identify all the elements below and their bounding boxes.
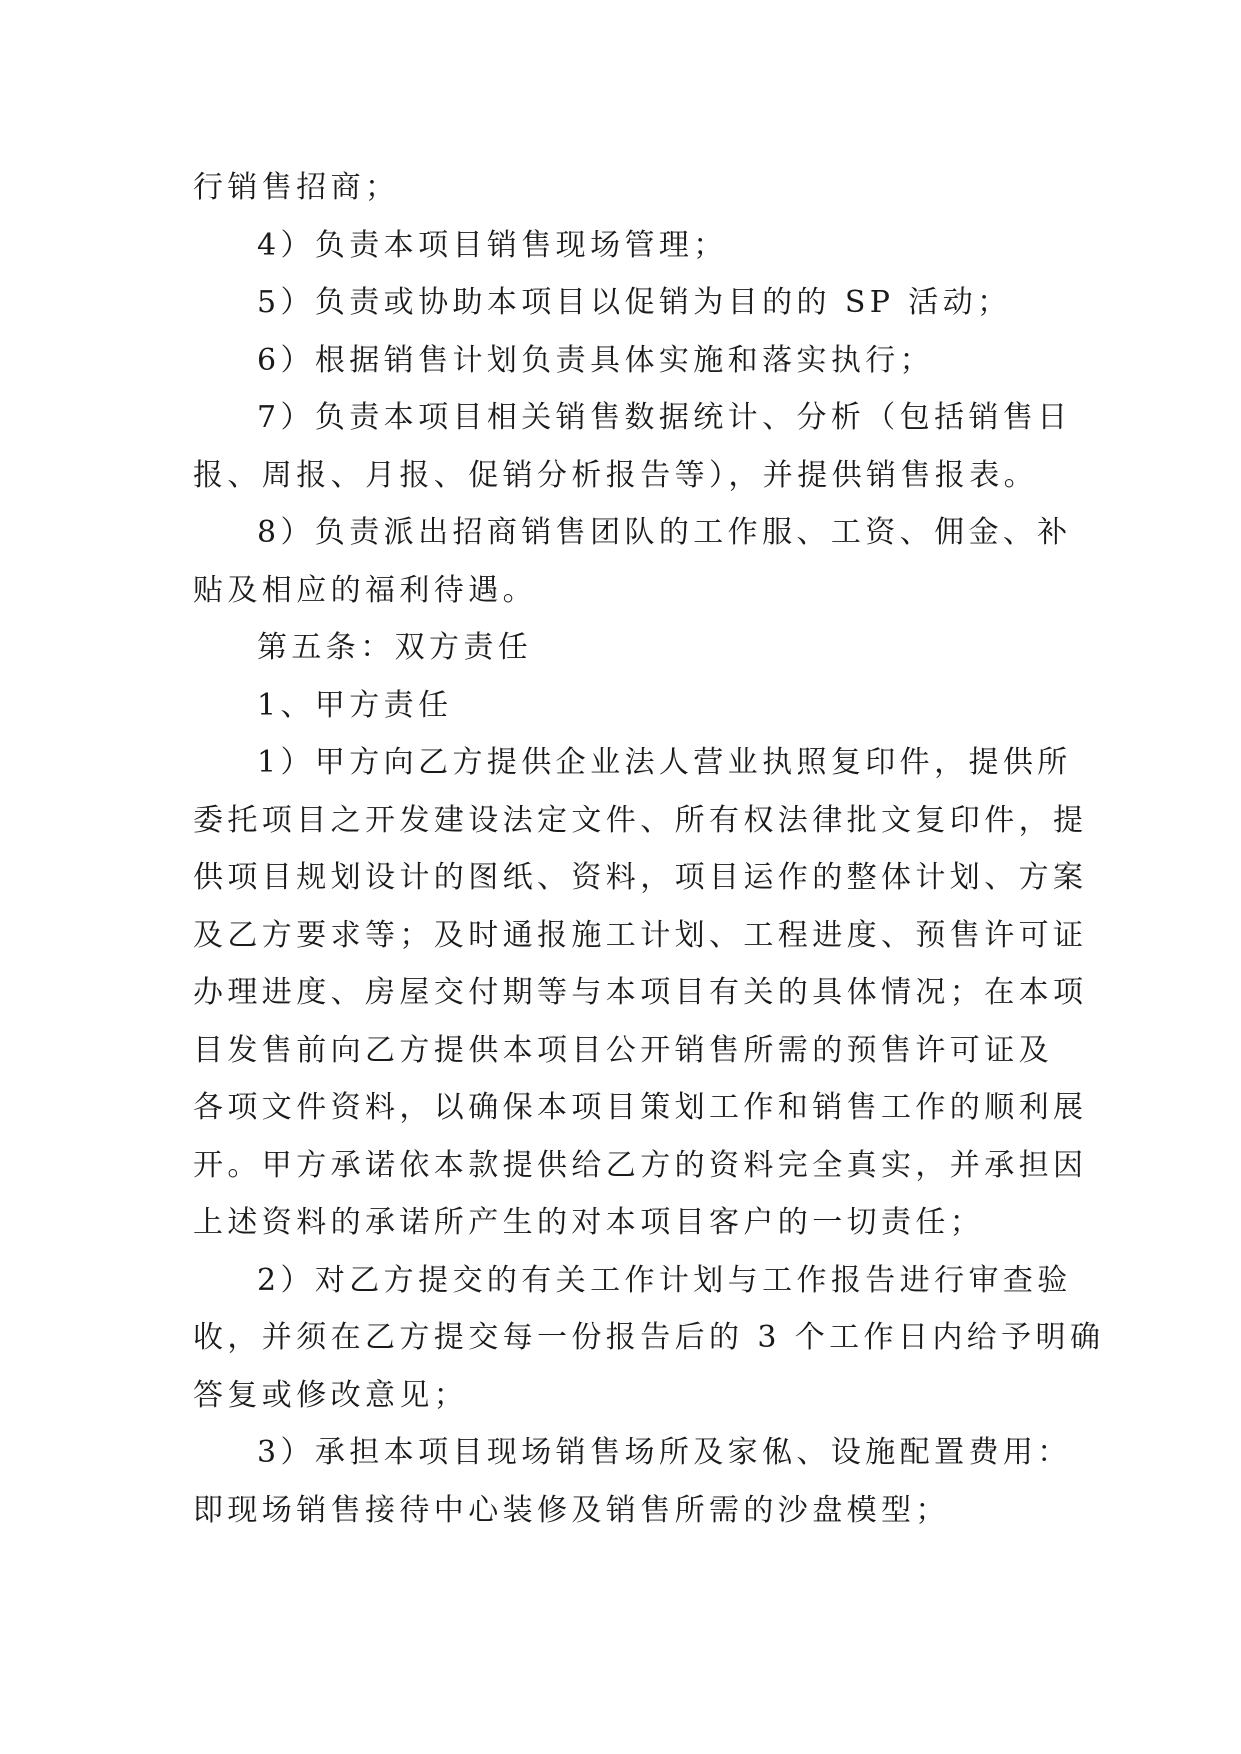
text-line: 委托项目之开发建设法定文件、所有权法律批文复印件，提 xyxy=(193,802,1088,838)
text-line: 及乙方要求等；及时通报施工计划、工程进度、预售许可证 xyxy=(193,917,1088,953)
text-line: 收，并须在乙方提交每一份报告后的 3 个工作日内给予明确 xyxy=(193,1320,1105,1355)
text-line: 第五条：双方责任 xyxy=(257,630,533,665)
text-line: 1、甲方责任 xyxy=(257,687,453,723)
text-line: 供项目规划设计的图纸、资料，项目运作的整体计划、方案 xyxy=(193,860,1088,895)
text-line: 4）负责本项目销售现场管理； xyxy=(257,227,728,263)
text-line: 3）承担本项目现场销售场所及家俬、设施配置费用： xyxy=(257,1435,1072,1470)
document-body xyxy=(193,159,1105,1539)
text-line: 即现场销售接待中心装修及销售所需的沙盘模型； xyxy=(193,1492,950,1528)
text-line: 上述资料的承诺所产生的对本项目客户的一切责任； xyxy=(193,1205,985,1240)
text-line: 目发售前向乙方提供本项目公开销售所需的预售许可证及 xyxy=(193,1032,1053,1068)
text-line: 答复或修改意见； xyxy=(193,1377,469,1413)
text-line: 行销售招商； xyxy=(193,170,400,205)
text-line: 8）负责派出招商销售团队的工作服、工资、佣金、补 xyxy=(257,515,1072,550)
text-line: 开。甲方承诺依本款提供给乙方的资料完全真实，并承担因 xyxy=(193,1147,1088,1183)
text-line: 各项文件资料，以确保本项目策划工作和销售工作的顺利展 xyxy=(193,1090,1088,1125)
text-line: 办理进度、房屋交付期等与本项目有关的具体情况；在本项 xyxy=(193,975,1088,1010)
text-line: 报、周报、月报、促销分析报告等），并提供销售报表。 xyxy=(193,457,1038,493)
text-line: 贴及相应的福利待遇。 xyxy=(193,572,537,608)
text-line: 1）甲方向乙方提供企业法人营业执照复印件，提供所 xyxy=(257,745,1072,780)
text-line: 7）负责本项目相关销售数据统计、分析（包括销售日 xyxy=(257,400,1072,435)
text-line: 2）对乙方提交的有关工作计划与工作报告进行审查验 xyxy=(257,1262,1072,1298)
text-line: 5）负责或协助本项目以促销为目的的 SP 活动； xyxy=(257,285,1012,320)
text-line: 6）根据销售计划负责具体实施和落实执行； xyxy=(257,342,935,378)
